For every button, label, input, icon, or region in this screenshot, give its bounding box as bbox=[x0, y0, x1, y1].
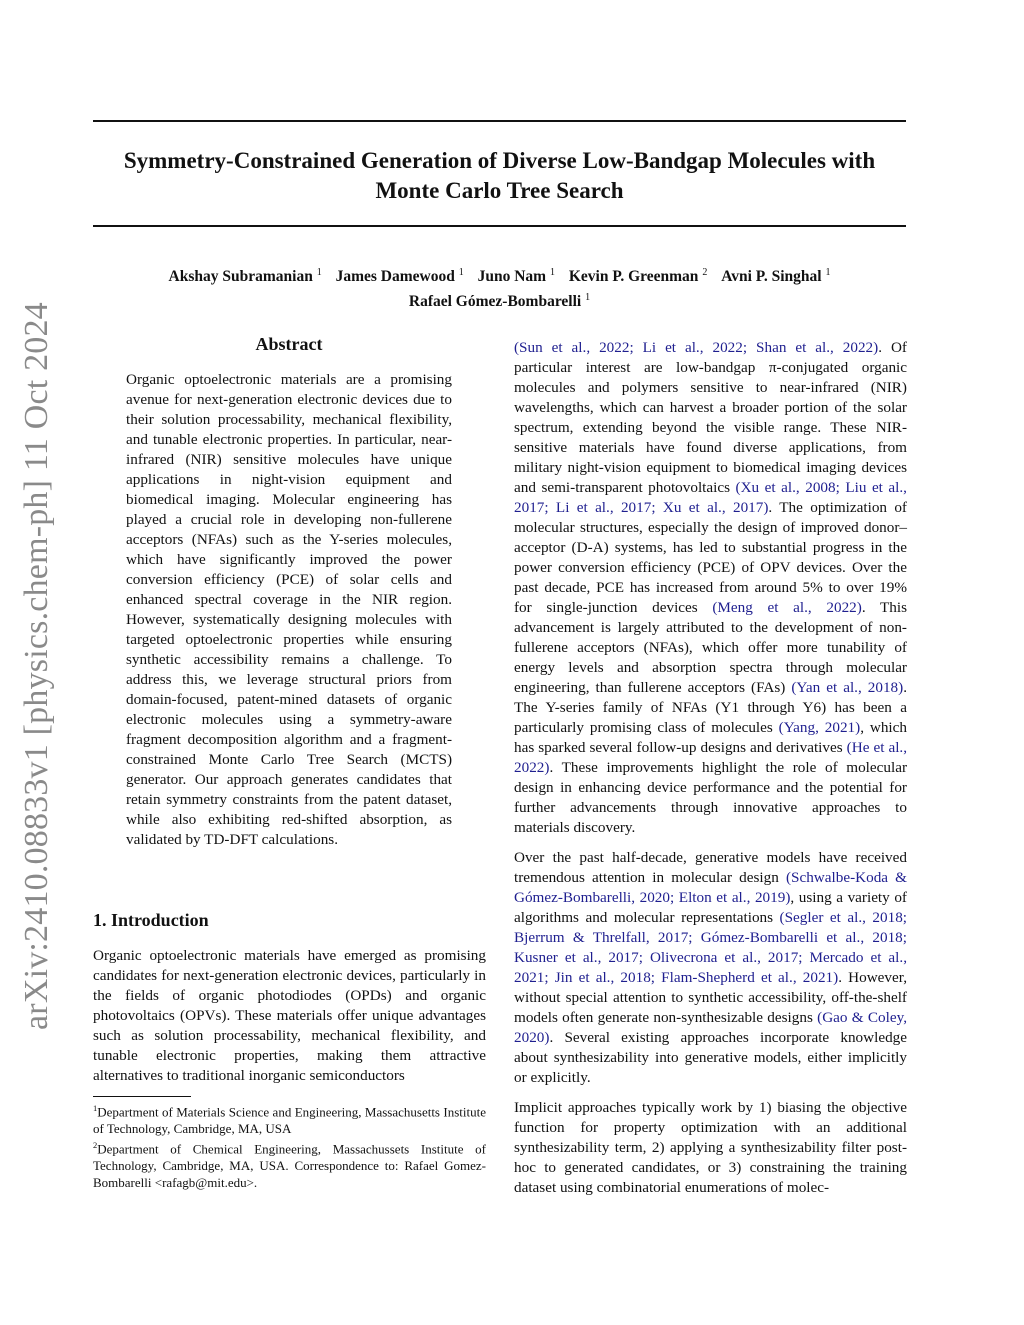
footnote-affiliation-1: $^1$Department of Materials Science and Engineering, Massachusetts Institute of Technology, Cambridge, MA, USA bbox=[93, 1103, 486, 1136]
paragraph-generative-models: Over the past half-decade, generative models have received tremendous attention in molecular design (Schwalbe-Koda & Gómez-Bombarelli, 2020; Elton et al., 2019), using a variety of algorithms and molecular representations (Segler et al., 2018; Bjerrum & Threlfall, 2017; Gómez-Bombarelli et al., 2018; Kusner et al., 2017; Olivecrona et al., 2017; Mercado et al., 2021; Jin et al., 2018; Flam-Shepherd et al., 2021). However, without special attention to synthetic accessibility, off-the-shelf models often generate non-synthesizable designs (Gao & Coley, 2020). Several existing approaches incorporate knowledge about synthesizability into generative models, either implicitly or explicitly. bbox=[514, 849, 908, 1086]
citation-link[interactable]: (Yang, 2021) bbox=[778, 719, 861, 736]
citation-link[interactable]: (Schwalbe-Koda & Gómez-Bombarelli, 2020; Elton et al., 2019) bbox=[514, 869, 907, 906]
section-heading-introduction: 1. Introduction bbox=[93, 910, 209, 930]
author: Kevin P. Greenman $^2$ bbox=[568, 267, 708, 286]
abstract-heading: Abstract bbox=[255, 334, 323, 354]
title-bottom-rule bbox=[93, 225, 906, 227]
citation-link[interactable]: (Meng et al., 2022) bbox=[712, 599, 862, 616]
paragraph-nir-materials: (Sun et al., 2022; Li et al., 2022; Shan et al., 2022). Of particular interest are low-bandgap π-conjugated organic molecules and polymers sensitive to near-infrared (NIR) wavelengths, which can harvest a broader portion of the solar spectrum, extending beyond the visible range. These NIR-sensitive materials have found diverse applications, from military night-vision equipment to biomedical imaging devices and semi-transparent photovoltaics (Xu et al., 2008; Liu et al., 2017; Li et al., 2017; Xu et al., 2017). The optimization of molecular structures, especially the design of improved donor–acceptor (D-A) systems, has led to substantial progress in the power conversion efficiency (PCE) of OPV devices. Over the past decade, PCE has increased from around 5% to over 19% for single-junction devices (Meng et al., 2022). This advancement is largely attributed to the development of non-fullerene acceptors (NFAs), which offer more tunability of energy levels and absorption spectra through molecular engineering, than fullerene acceptors (FAs) (Yan et al., 2018). The Y-series family of NFAs (Y1 through Y6) has been a particularly promising class of molecules (Yang, 2021), which has sparked several follow-up designs and derivatives (He et al., 2022). These improvements highlight the role of molecular design in enhancing device performance and the potential for further advancements through innovative approaches to materials discovery. bbox=[514, 339, 908, 836]
author: James Damewood $^1$ bbox=[335, 267, 464, 286]
title-line-2: Monte Carlo Tree Search bbox=[375, 178, 624, 203]
author-list bbox=[93, 262, 906, 312]
footnote-rule bbox=[93, 1096, 191, 1097]
arxiv-identifier[interactable]: arXiv:2410.08833v1 [physics.chem-ph] 11 Oct 2024 bbox=[18, 302, 55, 1030]
introduction-paragraph: Organic optoelectronic materials have emerged as promising candidates for next-generation electronic devices, particularly in the fields of organic photodiodes (OPDs) and organic photovoltaics (OPVs). These materials offer unique advantages such as solution processability, mechanical flexibility, and tunable electronic properties, making them attractive alternatives to traditional inorganic semiconductors bbox=[93, 947, 486, 1084]
title-top-rule bbox=[93, 120, 906, 122]
footnote-affiliation-2: $^2$Department of Chemical Engineering, Massachussets Institute of Technology, Cambridge, MA, USA. Correspondence to: Rafael Gomez-Bombarelli <rafagb@mit.edu>. bbox=[93, 1140, 486, 1190]
paragraph-implicit-approaches: Implicit approaches typically work by 1) biasing the objective function for property optimization with an additional synthesizability term, 2) applying a synthesizability filter post-hoc to generated candidates, or 3) constraining the training dataset using combinatorial enumerations of molec- bbox=[514, 1099, 907, 1196]
author-line-2 bbox=[93, 287, 906, 312]
citation-link[interactable]: (Sun et al., 2022; Li et al., 2022; Shan et al., 2022) bbox=[514, 339, 879, 356]
right-column bbox=[514, 338, 907, 1208]
citation-link[interactable]: (Gao & Coley, 2020) bbox=[514, 1009, 907, 1046]
author: Akshay Subramanian $^1$ bbox=[168, 267, 322, 286]
author: Avni P. Singhal $^1$ bbox=[721, 267, 831, 286]
abstract-text: Organic optoelectronic materials are a promising avenue for next-generation electronic devices due to their solution processability, mechanical flexibility, and tunable electronic properties. In particular, near-infrared (NIR) sensitive molecules have unique applications in night-vision equipment and biomedical imaging. Molecular engineering has played a crucial role in developing non-fullerene acceptors (NFAs) such as the Y-series molecules, which have significantly improved the power conversion efficiency (PCE) of solar cells and enhanced spectral coverage in the NIR region. However, systematically designing molecules with targeted optoelectronic properties while ensuring synthetic accessibility remains a challenge. To address this, we leverage structural priors from domain-focused, patent-mined datasets of organic electronic molecules using a symmetry-aware fragment decomposition algorithm and a fragment-constrained Monte Carlo Tree Search (MCTS) generator. Our approach generates candidates that retain symmetry constraints from the patent dataset, while also exhibiting red-shifted absorption, as validated by TD-DFT calculations. bbox=[126, 371, 452, 848]
title-line-1: Symmetry-Constrained Generation of Diverse Low-Bandgap Molecules with bbox=[123, 148, 876, 173]
author: Juno Nam $^1$ bbox=[477, 267, 555, 286]
author-line-1 bbox=[93, 262, 906, 287]
citation-link[interactable]: (He et al., 2022) bbox=[514, 739, 908, 776]
footnotes bbox=[93, 1100, 486, 1191]
citation-link[interactable]: (Segler et al., 2018; Bjerrum & Threlfall, 2017; Gómez-Bombarelli et al., 2018; Kusner et al., 2017; Olivecrona et al., 2017; Mercado et al., 2021; Jin et al., 2018; Flam-Shepherd et al., 2021) bbox=[514, 909, 908, 986]
author: Rafael Gómez-Bombarelli $^1$ bbox=[408, 292, 591, 311]
citation-link[interactable]: (Yan et al., 2018) bbox=[791, 679, 904, 696]
paper-title bbox=[93, 146, 906, 206]
citation-link[interactable]: (Xu et al., 2008; Liu et al., 2017; Li et al., 2017; Xu et al., 2017) bbox=[514, 479, 907, 516]
